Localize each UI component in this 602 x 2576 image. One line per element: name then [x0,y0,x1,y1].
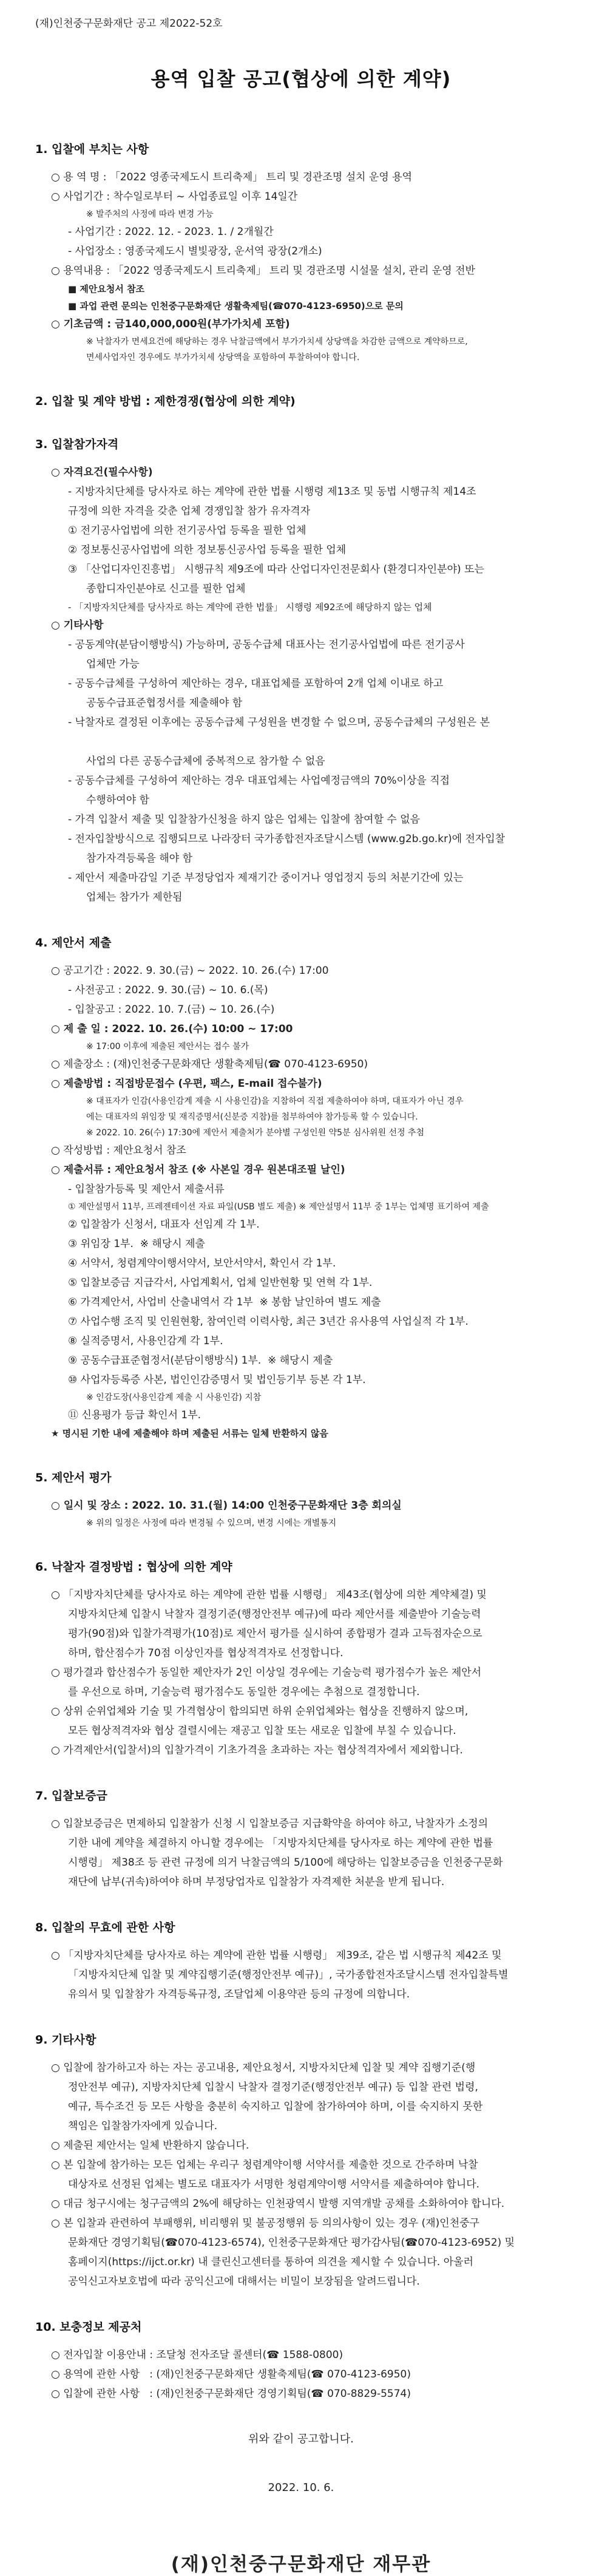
section-7 [35,1787,567,1892]
section-line: 재단에 납부(귀속)하여야 하며 부정당업자로 입찰참가 자격제한 처분을 받게 됩니다. [68,1876,445,1888]
section-line: - 공동수급체를 구성하여 제안하는 경우 대표업체는 사업예정금액의 70%이상을 직접 [68,775,450,787]
section-6 [35,1558,567,1760]
section-line: - 전자입찰방식으로 집행되므로 나라장터 국가종합전자조달시스템 (www.g2b.go.kr)에 전자입찰 [68,833,506,845]
section-line: ○ 일시 및 장소 : 2022. 10. 31.(월) 14:00 인천중구문화재단 3층 회의실 [51,1500,402,1512]
section-line: 모든 협상적격자와 협상 결렬시에는 재공고 입찰 또는 새로운 입찰에 부칠 수 있습니다. [68,1725,456,1737]
section-line: ○ 제출된 제안서는 일체 반환하지 않습니다. [51,2139,249,2152]
section-line: 예규, 특수조건 등 모든 사항을 충분히 숙지하고 입찰에 참가하여야 하며, 이를 숙지하지 못한 [68,2101,483,2113]
section-line: 업체만 가능 [86,658,140,670]
section-line: - 사업장소 : 영종국제도시 별빛광장, 운서역 광장(2개소) [68,245,322,257]
section-title: 1. 입찰에 부치는 사항 [35,143,149,156]
section-line: ○ 공고기간 : 2022. 9. 30.(금) ~ 2022. 10. 26.(수) 17:00 [51,965,329,977]
section-line: 공익신고자보호법에 따라 공익신고에 대해서는 비밀이 보장됨을 알려드립니다. [68,2275,420,2288]
section-line: ※ 대표자가 인감(사용인감계 제출 시 사용인감)을 지참하여 직접 제출하여야 하며, 대표자가 아닌 경우 [86,1096,464,1106]
section-line: 수행하여야 함 [86,794,149,806]
section-line: ⑩ 사업자등록증 사본, 법인인감증명서 및 법인등기부 등본 각 1부. [68,1374,366,1386]
section-line: ① 제안설명서 11부, 프레젠테이션 자료 파일(USB 별도 제출) ※ 제안설명서 11부 중 1부는 업체명 표기하여 제출 [68,1202,489,1212]
section-line: 종합디자인분야로 신고를 필한 업체 [86,583,246,595]
section-title: 4. 제안서 제출 [35,936,112,950]
section-line: ■ 과업 관련 문의는 인천중구문화재단 생활축제팀(☎070-4123-6950)으로 문의 [68,301,404,311]
section-line: 사업의 다른 공동수급체에 중복적으로 참가할 수 없음 [86,755,325,767]
section-10 [35,2318,567,2404]
section-line: - 「지방자치단체를 당사자로 하는 계약에 관한 법률」 시행령 제92조에 해당하지 않는 업체 [68,602,432,613]
section-line: ⑤ 입찰보증금 지급각서, 사업계획서, 업체 일반현황 및 연혁 각 1부. [68,1277,373,1289]
section-line: - 입찰참가등록 및 제안서 제출서류 [68,1183,225,1195]
section-title: 6. 낙찰자 결정방법 : 협상에 의한 계약 [35,1560,232,1574]
notice-title: 용역 입찰 공고(협상에 의한 계약) [150,67,451,90]
section-line: - 공동수급체를 구성하여 제안하는 경우, 대표업체를 포함하여 2개 업체 이내로 하고 [68,678,444,690]
section-title: 9. 기타사항 [35,2033,96,2047]
section-line: ③ 「산업디자인진흥법」 시행규칙 제9조에 따라 산업디자인전문회사 (환경디자인분야) 또는 [68,563,484,576]
section-4 [35,934,567,1442]
section-line: ○ 사업기간 : 착수일로부터 ~ 사업종료일 이후 14일간 [51,191,298,203]
document-number: (재)인천중구문화재단 공고 제2022-52호 [35,18,223,30]
section-line: - 입찰공고 : 2022. 10. 7.(금) ~ 10. 26.(수) [68,1004,275,1016]
section-line: 하며, 합산점수가 70점 이상인자를 협상적격자로 선정합니다. [68,1647,343,1659]
section-line: - 사전공고 : 2022. 9. 30.(금) ~ 10. 6.(목) [68,984,268,996]
section-line: ⑨ 공동수급표준협정서(분담이행방식) 1부. ※ 해당시 제출 [68,1354,333,1367]
section-line: 책임은 입찰참가자에게 있습니다. [68,2120,218,2132]
section-line: ○ 제출장소 : (재)인천중구문화재단 생활축제팀(☎ 070-4123-6950) [51,1058,368,1070]
section-line: - 공동계약(분담이행방식) 가능하며, 공동수급체 대표사는 전기공사업법에 따른 전기공사 [68,639,465,651]
section-line: - 가격 입찰서 제출 및 입찰참가신청을 하지 않은 업체는 입찰에 참여할 수 없음 [68,814,421,826]
section-line: 지방자치단체 입찰시 낙찰자 결정기준(행정안전부 예규)에 따라 제안서를 제출받아 기술능력 [68,1608,481,1620]
section-line: ○ 본 입찰과 관련하여 부패행위, 비리행위 및 불공정행위 등 의의사항이 있는 경우 (재)인천중구 [51,2217,479,2229]
section-line: ○ 제 출 일 : 2022. 10. 26.(수) 10:00 ~ 17:00 [51,1023,293,1035]
section-line: ○ 용역에 관한 사항 : (재)인천중구문화재단 생활축제팀(☎ 070-4123-6950) [51,2368,411,2381]
section-line: ○ 전자입찰 이용안내 : 조달청 전자조달 콜센터(☎ 1588-0800) [51,2349,343,2361]
section-line: ② 정보통신공사업법에 의한 정보통신공사업 등록을 필한 업체 [68,544,347,556]
section-line: - 낙찰자로 결정된 이후에는 공동수급체 구성원을 변경할 수 없으며, 공동수급체의 구성원은 본 [68,716,490,729]
section-line: 공동수급표준협정서를 제출해야 함 [86,697,243,709]
section-line: ※ 낙찰자가 면세요건에 해당하는 경우 낙찰금액에서 부가가치세 상당액을 차감한 금액으로 계약하므로, [86,337,468,347]
section-line: ○ 가격제안서(입찰서)의 입찰가격이 기초가격을 초과하는 자는 협상적격자에서 제외합니다. [51,1744,463,1756]
section-line: ※ 2022. 10. 26(수) 17:30에 제안서 제출처가 분야별 구성인원 약5분 심사위원 선정 추첨 [86,1128,425,1138]
section-5 [35,1469,567,1531]
section-line: ○ 용역내용 : 「2022 영종국제도시 트리축제」 트리 및 경관조명 시설물 설치, 관리 운영 전반 [51,265,475,277]
section-line: ⑧ 실적증명서, 사용인감계 각 1부. [68,1335,223,1347]
issuing-organization: (재)인천중구문화재단 재무관 [171,2554,431,2575]
section-line: ⑪ 신용평가 등급 확인서 1부. [68,1409,201,1421]
section-title: 3. 입찰참가자격 [35,438,119,451]
section-line: 시행령」 제38조 등 관련 규정에 의거 낙찰금액의 5/100에 해당하는 입찰보증금을 인천중구문화 [68,1857,503,1869]
section-title: 2. 입찰 및 계약 방법 : 제한경쟁(협상에 의한 계약) [35,395,296,408]
section-line: - 지방자치단체를 당사자로 하는 계약에 관한 법률 시행령 제13조 및 동법 시행규칙 제14조 [68,486,476,498]
section-line: ④ 서약서, 청렴계약이행서약서, 보안서약서, 확인서 각 1부. [68,1257,336,1269]
closing-text: 위와 같이 공고합니다. [248,2433,354,2445]
section-title: 8. 입찰의 무효에 관한 사항 [35,1921,175,1934]
section-line: 업체는 참가가 제한됨 [86,891,183,903]
section-line: ① 전기공사업법에 의한 전기공사업 등록을 필한 업체 [68,525,306,537]
section-title: 10. 보충정보 제공처 [35,2320,142,2334]
section-line: ※ 발주처의 사정에 따라 변경 가능 [86,209,214,219]
section-line: ○ 「지방자치단체를 당사자로 하는 계약에 관한 법률 시행령」 제43조(협상에 의한 계약체결) 및 [51,1589,487,1601]
section-line: ○ 제출서류 : 제안요청서 참조 (※ 사본일 경우 원본대조필 날인) [51,1164,345,1176]
section-line: ○ 입찰에 참가하고자 하는 자는 공고내용, 제안요청서, 지방자치단체 입찰 및 계약 집행기준(행 [51,2062,476,2074]
section-line: 정안전부 예규), 지방자치단체 입찰시 낙찰자 결정기준(행정안전부 예규) 등 입찰 관련 법령, [68,2081,478,2093]
section-line: ○ 대금 청구시에는 청구금액의 2%에 해당하는 인천광역시 발행 지역개발 공채를 소화하여야 합니다. [51,2198,505,2210]
section-line: ■ 제안요청서 참조 [68,284,145,294]
section-line: ② 입찰참가 신청서, 대표자 선임계 각 1부. [68,1218,260,1231]
section-line: - 제안서 제출마감일 기준 부정당업자 제재기간 중이거나 영업정지 등의 처분기간에 있는 [68,872,464,884]
section-9 [35,2031,567,2291]
section-line [35,732,567,752]
section-title: 5. 제안서 평가 [35,1471,112,1484]
section-line: ③ 위임장 1부. ※ 해당시 제출 [68,1238,205,1250]
notice-body [35,140,567,2404]
section-line: ⑥ 가격제안서, 사업비 산출내역서 각 1부 ※ 봉함 날인하여 별도 제출 [68,1296,381,1308]
section-title: 7. 입찰보증금 [35,1789,107,1803]
section-line: 유의서 및 입찰참가 자격등록규정, 조달업체 이용약관 등의 규정에 의합니다. [68,1988,410,2000]
section-1 [35,140,567,365]
section-line: ⑦ 사업수행 조직 및 인원현황, 참여인력 이력사항, 최근 3년간 유사용역 사업실적 각 1부. [68,1316,468,1328]
section-line: 「지방자치단체 입찰 및 계약집행기준(행정안전부 예규)」, 국가종합전자조달시스템 전자입찰특별 [68,1969,509,1981]
section-line: ○ 본 입찰에 참가하는 모든 업체는 우리구 청렴계약이행 서약서를 제출한 것으로 간주하며 낙찰 [51,2159,478,2171]
notice-date: 2022. 10. 6. [268,2481,334,2494]
section-line: ○ 작성방법 : 제안요청서 참조 [51,1144,186,1157]
section-line: ○ 입찰에 관한 사항 : (재)인천중구문화재단 경영기획팀(☎ 070-8829-5574) [51,2388,411,2400]
section-line: ○ 상위 순위업체와 기술 및 가격협상이 합의되면 하위 순위업체와는 협상을 진행하지 않으며, [51,1705,468,1718]
section-line: ○ 입찰보증금은 면제하되 입찰참가 신청 시 입찰보증금 지급확약을 하여야 하고, 낙찰자가 소정의 [51,1818,489,1830]
section-line: - 사업기간 : 2022. 12. - 2023. 1. / 2개월간 [68,226,274,238]
section-line: 문화재단 경영기획팀(☎070-4123-6574), 인천중구문화재단 평가감사팀(☎070-4123-6952) 및 [68,2237,515,2249]
section-line: ★ 명시된 기한 내에 제출해야 하며 제출된 서류는 일체 반환하지 않음 [51,1428,328,1439]
section-line: ○ 용 역 명 : 「2022 영종국제도시 트리축제」 트리 및 경관조명 설치 운영 용역 [51,171,413,183]
section-line: 평가(90점)와 입찰가격평가(10점)로 제안서 평가를 실시하여 종합평가 결과 고득점자순으로 [68,1628,482,1640]
section-line: 홈페이지(https://ijct.or.kr) 내 클린신고센터를 통하여 의견을 제시할 수 있습니다. 아울러 [68,2256,474,2268]
section-line: ※ 위의 일정은 사정에 따라 변경될 수 있으며, 변경 시에는 개별통지 [86,1518,337,1528]
section-line: 기한 내에 계약을 체결하지 아니할 경우에는 「지방자치단체를 당사자로 하는 계약에 관한 법률 [68,1837,493,1849]
section-2 [35,392,567,409]
section-line: 대상자로 선정된 업체는 별도로 대표자가 서명한 청렴계약이행 서약서를 제출하여야 합니다. [68,2178,480,2190]
section-line: 규정에 의한 자격을 갖춘 업체 경쟁입찰 참가 유자격자 [68,505,311,517]
section-line: ○ 평가결과 합산점수가 동일한 제안자가 2인 이상일 경우에는 기술능력 평가점수가 높은 제안서 [51,1667,482,1679]
section-line: ○ 기타사항 [51,619,104,631]
section-line: ※ 17:00 이후에 제출된 제안서는 접수 불가 [86,1042,249,1052]
section-line: ※ 인감도장(사용인감계 제출 시 사용인감) 지참 [86,1393,262,1402]
section-3 [35,435,567,907]
section-line: 참가자격등록을 해야 함 [86,852,193,865]
section-line: 를 우선으로 하며, 기술능력 평가점수도 동일한 경우에는 추첨으로 결정합니다. [68,1686,420,1698]
section-line: ○ 자격요건(필수사항) [51,466,153,478]
section-line: ○ 기초금액 : 금140,000,000원(부가가치세 포함) [51,318,290,330]
section-8 [35,1918,567,2004]
section-line: ○ 제출방법 : 직접방문접수 (우편, 팩스, E-mail 접수불가) [51,1078,322,1090]
section-line: 에는 대표자의 위임장 및 재직증명서(신분증 지참)를 첨부하여야 참가등록 할 수 있습니다. [86,1112,418,1122]
section-line: ○ 「지방자치단체를 당사자로 하는 계약에 관한 법률 시행령」 제39조, 같은 법 시행규칙 제42조 및 [51,1949,502,1962]
section-line: 면세사업자인 경우에도 부가가치세 상당액을 포함하여 투찰하여야 합니다. [86,353,360,362]
